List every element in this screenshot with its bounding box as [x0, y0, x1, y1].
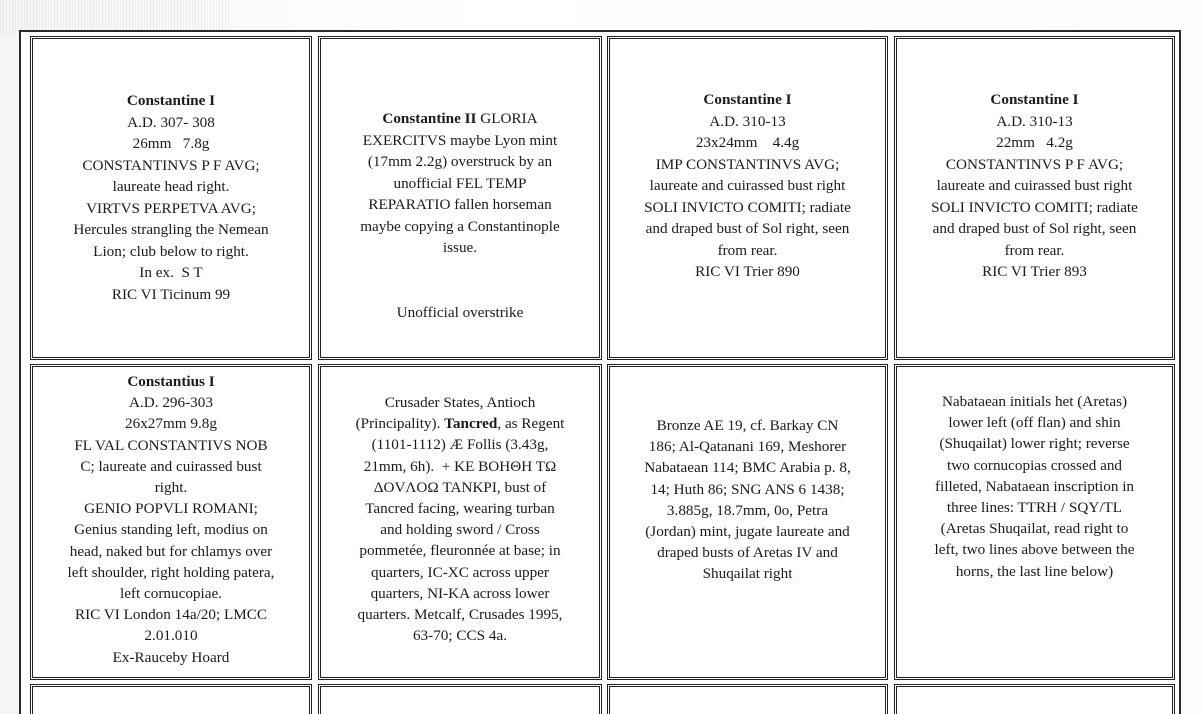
coin-line: Bronze AE 19, cf. Barkay CN — [656, 417, 839, 434]
coin-line: laureate head right. — [112, 178, 230, 195]
coin-line: SOLI INVICTO COMITI; radiate — [644, 198, 851, 216]
coin-line: quarters, NI-KA across lower — [370, 584, 550, 602]
coin-line: A.D. 296-303 — [129, 394, 213, 412]
coin-line: (Aretas Shuqailat, read right to — [940, 520, 1129, 538]
coin-line: CONSTANTINVS P F AVG; — [945, 155, 1124, 173]
coin-line: 14; Huth 86; SNG ANS 6 1438; — [650, 480, 845, 498]
coin-line: 22mm 4.2g — [996, 134, 1073, 151]
coin-line — [327, 413, 593, 434]
coin-line: (Jordan) mint, jugate laureate and — [645, 523, 850, 541]
coin-line: (17mm 2.2g) overstruck by an — [367, 153, 553, 170]
coin-cell-tancred-antioch — [318, 364, 602, 680]
coin-line: In ex. S T — [139, 264, 203, 281]
coin-line: 26x27mm 9.8g — [125, 415, 217, 433]
coin-line: head, naked but for chlamys over — [69, 542, 273, 560]
coin-line: C; laureate and cuirassed bust — [80, 457, 262, 475]
coin-title: Constantine I — [126, 92, 216, 109]
coin-line: Ex-Rauceby Hoard — [112, 648, 230, 666]
coin-line: 23x24mm 4.4g — [695, 134, 800, 151]
coin-line: FL VAL CONSTANTIVS NOB — [74, 436, 268, 454]
coin-line: Shuqailat right — [702, 565, 793, 583]
coin-line: EXERCITVS maybe Lyon mint — [362, 131, 558, 149]
coin-line: left cornucopiae. — [119, 585, 223, 603]
coin-line: and draped bust of Sol right, seen — [645, 220, 850, 237]
coin-line: draped busts of Aretas IV and — [657, 544, 838, 562]
coin-line: left shoulder, right holding patera, — [67, 563, 275, 581]
coin-line: three lines: TTRH / SQY/TL — [946, 499, 1123, 517]
coin-cell-partial — [894, 684, 1175, 714]
coin-line: Tancred facing, wearing turban — [365, 500, 555, 518]
coin-line: unofficial FEL TEMP — [393, 174, 527, 192]
coin-line: 21mm, 6h). + KE BOHΘH TΩ — [363, 457, 557, 475]
coin-title: Constantine I — [703, 91, 792, 108]
coin-cell-constantius-i-london — [30, 364, 312, 680]
coin-line: pommetée, fleuronnée at base; in — [359, 542, 561, 560]
coin-line: ΔOVΛOΩ TANKPI, bust of — [373, 478, 547, 496]
coin-line: A.D. 310-13 — [709, 112, 786, 130]
coin-line: quarters. Metcalf, Crusades 1995, — [357, 606, 563, 624]
coin-line: Nabataean 114; BMC Arabia p. 8, — [644, 459, 851, 477]
coin-line: A.D. 310-13 — [996, 112, 1073, 130]
coin-title-rest: GLORIA — [476, 110, 538, 127]
coin-cell-nabataean-reverse-notes — [894, 364, 1175, 680]
coin-line: two cornucopias crossed and — [946, 456, 1123, 474]
coin-title: Constantine I — [990, 91, 1079, 108]
spacer — [327, 259, 593, 302]
coin-line: GENIO POPVLI ROMANI; — [84, 500, 258, 518]
coin-line: left, two lines above between the — [934, 541, 1135, 559]
coin-line: 186; Al-Qatanani 169, Meshorer — [648, 438, 847, 456]
coin-line: right. — [154, 479, 188, 497]
coin-line: RIC VI Ticinum 99 — [111, 285, 231, 303]
coin-line: 3.885g, 18.7mm, 0o, Petra — [666, 501, 829, 519]
coin-line: horns, the last line below) — [955, 562, 1114, 580]
coin-cell-constantine-ii-overstrike — [318, 36, 602, 360]
coin-line: Lion; club below to right. — [93, 242, 249, 260]
coin-line: RIC VI Trier 893 — [982, 263, 1087, 280]
coin-line: SOLI INVICTO COMITI; radiate — [931, 198, 1138, 216]
coin-cell-partial — [607, 684, 888, 714]
coin-line-prefix: (Principality). — [355, 415, 445, 433]
coin-cell-nabataean-bronze — [607, 364, 888, 680]
coin-line: IMP CONSTANTINVS AVG; — [655, 155, 840, 173]
ruler-name: Tancred — [444, 415, 498, 433]
coin-line-suffix: , as Regent — [497, 415, 565, 433]
coin-line: 63-70; CCS 4a. — [412, 627, 508, 645]
coin-line: 26mm 7.8g — [132, 135, 210, 152]
coin-line: (1101-1112) Æ Follis (3.43g, — [371, 436, 549, 454]
coin-line: Nabataean initials het (Aretas) — [941, 393, 1128, 410]
coin-line: Crusader States, Antioch — [384, 394, 536, 411]
coin-line: laureate and cuirassed bust right — [936, 177, 1133, 194]
coin-line: 2.01.010 — [144, 627, 198, 645]
coin-title: Constantius I — [127, 373, 215, 390]
coin-line: filleted, Nabataean inscription in — [934, 477, 1135, 495]
coin-title: Constantine II — [382, 110, 477, 127]
coin-line: from rear. — [1004, 241, 1065, 259]
coin-line: issue. — [442, 239, 478, 256]
coin-line: maybe copying a Constantinople — [360, 217, 560, 235]
coin-cell-constantine-i-trier-890 — [607, 36, 888, 360]
coin-line: RIC VI London 14a/20; LMCC — [74, 606, 268, 624]
coin-line: quarters, IC-XC across upper — [371, 563, 549, 581]
coin-title-line — [327, 108, 593, 130]
coin-cell-constantine-i-ticinum — [30, 36, 312, 360]
coin-line: (Shuqailat) lower right; reverse — [939, 435, 1130, 453]
coin-line: lower left (off flan) and shin — [948, 414, 1121, 432]
coin-cell-partial — [318, 684, 602, 714]
coin-line: and draped bust of Sol right, seen — [932, 220, 1137, 237]
coin-line: RIC VI Trier 890 — [695, 263, 800, 280]
coin-line: VIRTVS PERPETVA AVG; — [86, 199, 256, 217]
coin-line: Hercules strangling the Nemean — [73, 221, 269, 238]
coin-line: laureate and cuirassed bust right — [649, 177, 846, 194]
coin-line: REPARATIO fallen horseman — [368, 196, 552, 213]
coin-cell-partial — [30, 684, 312, 714]
coin-line: from rear. — [717, 241, 778, 259]
coin-line: Genius standing left, modius on — [74, 521, 268, 539]
coin-line: A.D. 307- 308 — [127, 113, 215, 131]
coin-line: and holding sword / Cross — [380, 521, 540, 539]
coin-cell-constantine-i-trier-893 — [894, 36, 1175, 360]
coin-line: CONSTANTINVS P F AVG; — [82, 156, 260, 174]
coin-footer-note: Unofficial overstrike — [396, 303, 524, 321]
